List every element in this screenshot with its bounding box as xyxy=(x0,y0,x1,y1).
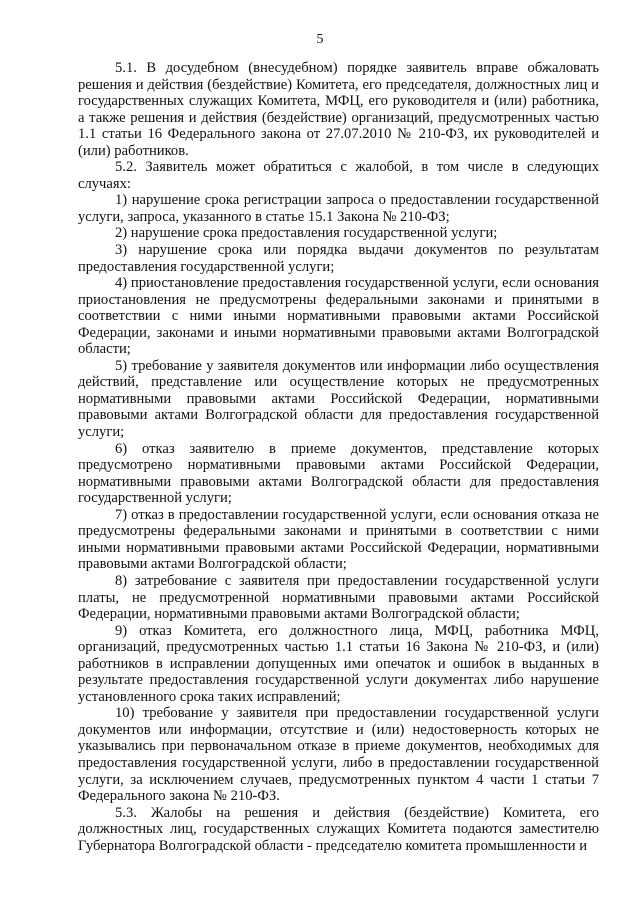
list-item-10: 10) требование у заявителя при предоставлении государственной услуги документов или информации, отсутствие и (или) недостоверность которых не указывались при первоначальном отказе в приеме документов, необходимых для предоставления государственной услуги, либо в предоставлении государственной услуги, за исключением случаев, предусмотренных пунктом 4 части 1 статьи 7 Федерального закона № 210-ФЗ. xyxy=(78,705,599,805)
list-item-7: 7) отказ в предоставлении государственной услуги, если основания отказа не предусмотрены федеральными законами и принятыми в соответствии с ними иными нормативными правовыми актами Российской Федерации, нормативными правовыми актами Волгоградской области; xyxy=(78,506,599,573)
list-item-9: 9) отказ Комитета, его должностного лица, МФЦ, работника МФЦ, организаций, предусмотренных частью 1.1 статьи 16 Закона № 210-ФЗ, и (или) работников в исправлении допущенных ими опечаток и ошибок в выданных в результате предоставления государственной услуги документах либо нарушение установленного срока таких исправлений; xyxy=(78,622,599,705)
list-item-2: 2) нарушение срока предоставления государственной услуги; xyxy=(115,225,498,242)
list-item-1: 1) нарушение срока регистрации запроса о предоставлении государственной услуги, запроса, указанного в статье 15.1 Закона № 210-ФЗ; xyxy=(78,192,599,225)
paragraph-5-3: 5.3. Жалобы на решения и действия (бездействие) Комитета, его должностных лиц, государственных служащих Комитета подаются заместителю Губернатора Волгоградской области - председателю комитета промышленности и xyxy=(78,804,599,854)
document-body xyxy=(78,60,599,854)
list-item-5: 5) требование у заявителя документов или информации либо осуществления действий, представление или осуществление которых не предусмотренных нормативными правовыми актами Российской Федерации, нормативными правовыми актами Волгоградской области для предоставления государственной услуги; xyxy=(78,357,599,441)
page-number: 5 xyxy=(316,32,324,47)
paragraph-5-2: 5.2. Заявитель может обратиться с жалобой, в том числе в следующих случаях: xyxy=(78,159,599,192)
paragraph-5-1: 5.1. В досудебном (внесудебном) порядке заявитель вправе обжаловать решения и действия (бездействие) Комитета, его председателя, должностных лиц и государственных служащих Комитета, МФЦ, его руководителя и (или) работника, а также решения и действия (бездействие) организаций, предусмотренных частью 1.1 статьи 16 Федерального закона от 27.07.2010 № 210-ФЗ, их руководителей и (или) работников. xyxy=(78,60,599,159)
list-item-3: 3) нарушение срока или порядка выдачи документов по результатам предоставления государственной услуги; xyxy=(78,242,599,275)
list-item-8: 8) затребование с заявителя при предоставлении государственной услуги платы, не предусмотренной нормативными правовыми актами Российской Федерации, нормативными правовыми актами Волгоградской области; xyxy=(78,572,599,623)
list-item-4: 4) приостановление предоставления государственной услуги, если основания приостановления не предусмотрены федеральными законами и принятыми в соответствии с ними иными нормативными правовыми актами Российской Федерации, законами и иными нормативными правовыми актами Волгоградской области; xyxy=(78,275,599,358)
list-item-6: 6) отказ заявителю в приеме документов, представление которых предусмотрено нормативными правовыми актами Российской Федерации, нормативными правовыми актами Волгоградской области для предоставления государственной услуги; xyxy=(78,440,599,507)
